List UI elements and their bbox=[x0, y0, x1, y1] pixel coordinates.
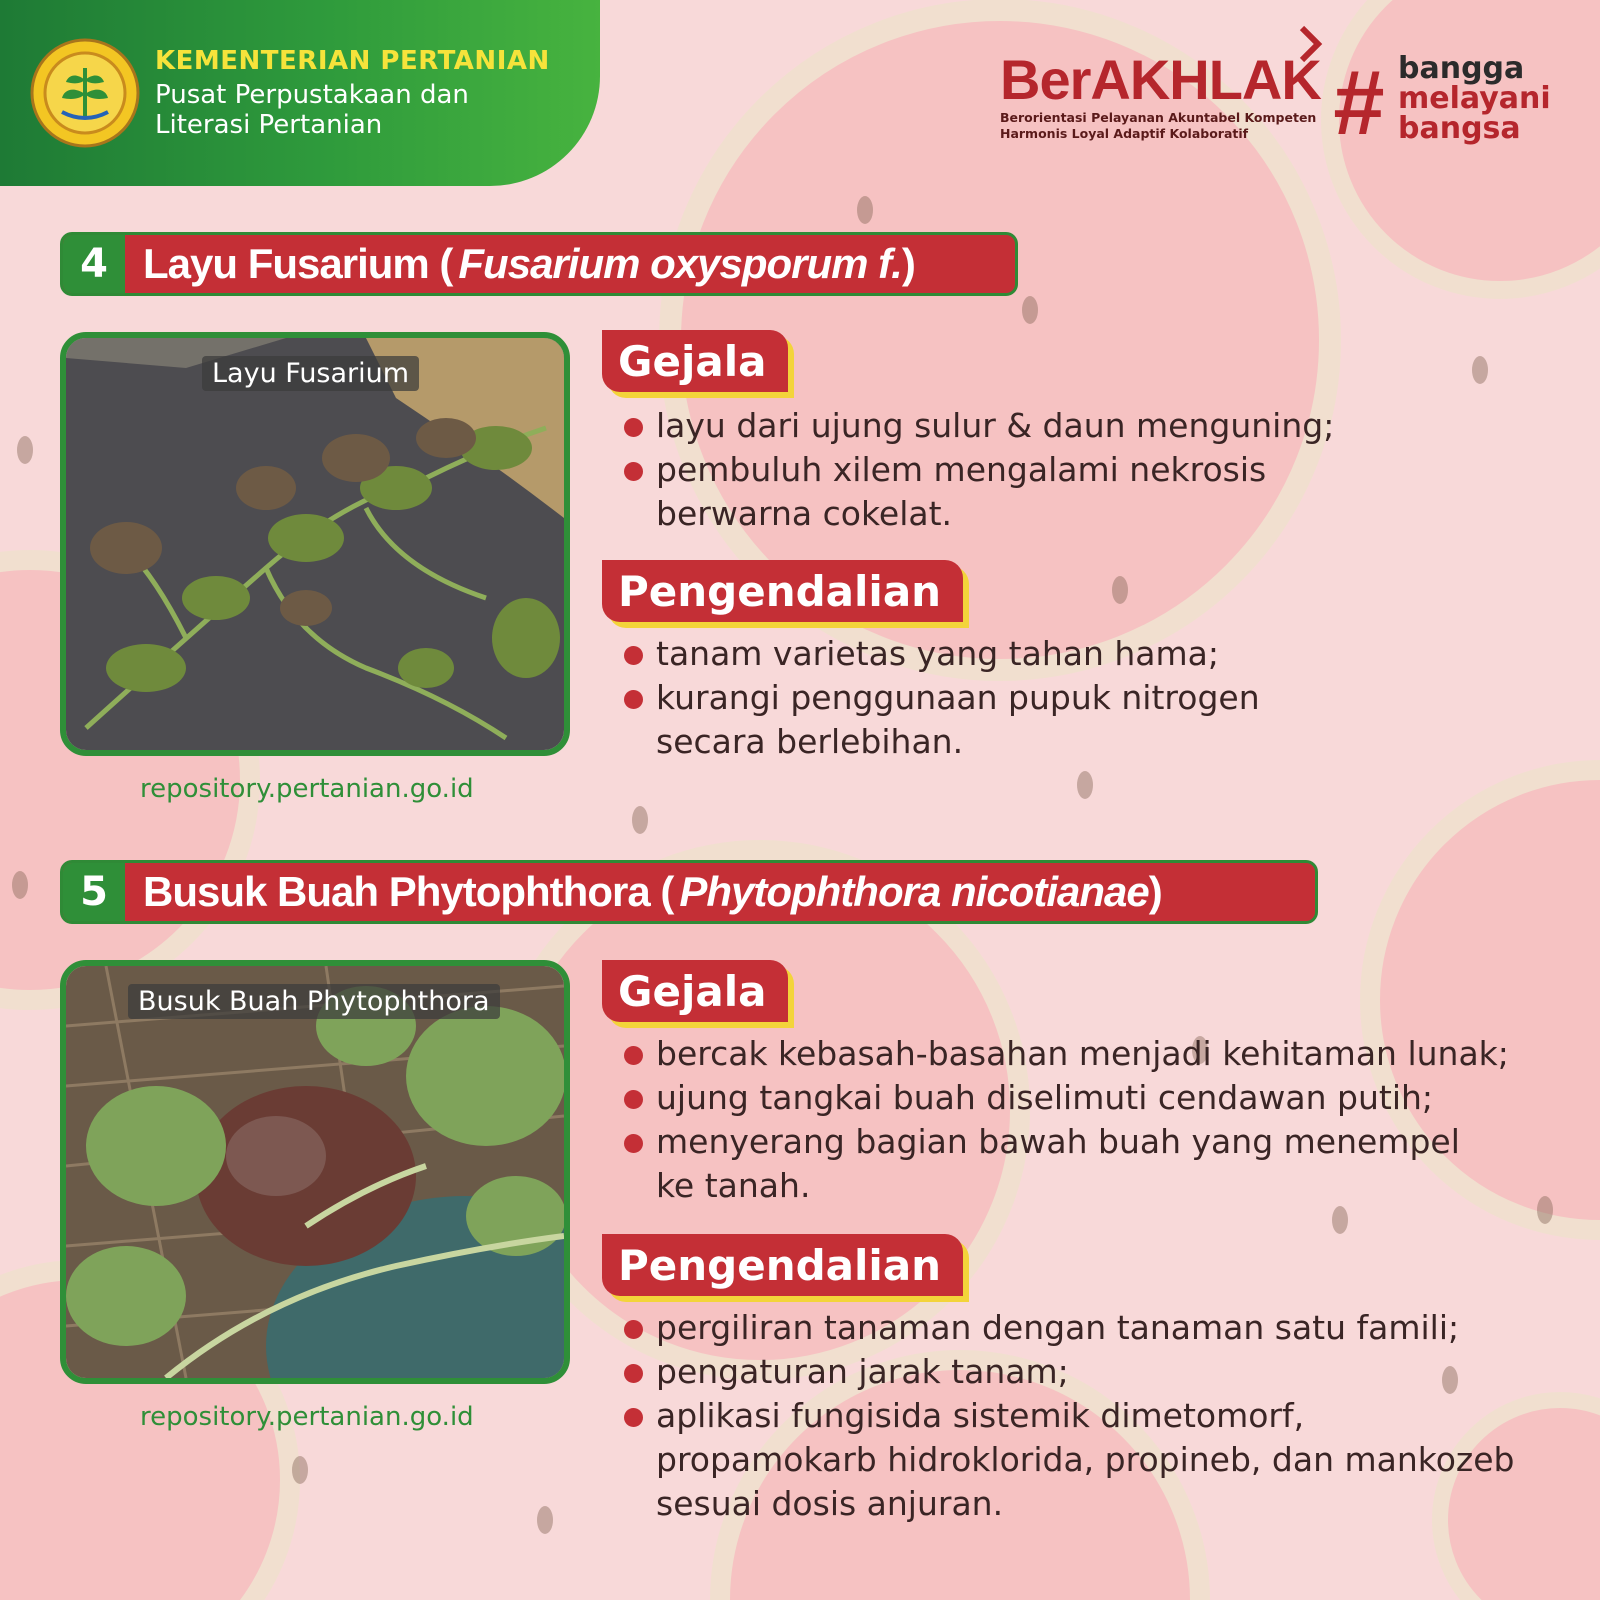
title-close: ) bbox=[901, 240, 915, 287]
list-item: pengaturan jarak tanam; bbox=[624, 1350, 1514, 1394]
berakhlak-logo bbox=[1000, 50, 1321, 142]
list-item: layu dari ujung sulur & daun menguning; bbox=[624, 404, 1334, 448]
symptoms-list bbox=[624, 404, 1334, 536]
control-heading: Pengendalian bbox=[602, 1234, 963, 1296]
disease-name: Layu Fusarium ( bbox=[143, 240, 453, 287]
unit-name bbox=[155, 80, 469, 140]
photo-fusarium bbox=[60, 332, 570, 756]
latin-name: Fusarium oxysporum f. bbox=[458, 240, 902, 287]
section-heading bbox=[143, 235, 915, 293]
tagline-word2: melayani bbox=[1398, 81, 1551, 116]
section-number: 4 bbox=[63, 235, 125, 293]
photo-credit: repository.pertanian.go.id bbox=[140, 1402, 474, 1432]
symptoms-list bbox=[624, 1032, 1509, 1208]
unit-name-line2: Literasi Pertanian bbox=[155, 110, 383, 140]
list-item: aplikasi fungisida sistemik dimetomorf, propamokarb hidroklorida, propineb, dan mankozeb sesuai dosis anjuran. bbox=[624, 1394, 1514, 1526]
control-list bbox=[624, 632, 1260, 764]
tagline-word1: bangga bbox=[1398, 51, 1525, 86]
tagline-word3: bangsa bbox=[1398, 111, 1521, 146]
berakhlak-subtitle-line1: Berorientasi Pelayanan Akuntabel Kompeten bbox=[1000, 110, 1317, 125]
disease-name: Busuk Buah Phytophthora ( bbox=[143, 868, 674, 915]
photo-credit: repository.pertanian.go.id bbox=[140, 774, 474, 804]
section-title-4 bbox=[60, 232, 1018, 296]
photo-label: Layu Fusarium bbox=[202, 356, 419, 391]
list-item: pergiliran tanaman dengan tanaman satu famili; bbox=[624, 1306, 1514, 1350]
symptoms-heading: Gejala bbox=[602, 960, 788, 1022]
header-banner bbox=[0, 0, 600, 186]
list-item: menyerang bagian bawah buah yang menempel ke tanah. bbox=[624, 1120, 1509, 1208]
list-item: tanam varietas yang tahan hama; bbox=[624, 632, 1260, 676]
chevron-right-icon bbox=[1296, 24, 1326, 64]
unit-name-line1: Pusat Perpustakaan dan bbox=[155, 80, 469, 110]
tagline-words bbox=[1398, 51, 1551, 146]
section-number: 5 bbox=[63, 863, 125, 921]
section-title-5 bbox=[60, 860, 1318, 924]
control-list bbox=[624, 1306, 1514, 1526]
list-item: bercak kebasah-basahan menjadi kehitaman lunak; bbox=[624, 1032, 1509, 1076]
title-close: ) bbox=[1148, 868, 1162, 915]
control-heading: Pengendalian bbox=[602, 560, 963, 622]
ministry-logo bbox=[30, 38, 140, 148]
list-item: pembuluh xilem mengalami nekrosis berwarna cokelat. bbox=[624, 448, 1334, 536]
berakhlak-title: BerAKHLAK bbox=[1000, 48, 1321, 111]
photo-phytophthora bbox=[60, 960, 570, 1384]
list-item: ujung tangkai buah diselimuti cendawan putih; bbox=[624, 1076, 1509, 1120]
photo-label: Busuk Buah Phytophthora bbox=[128, 984, 500, 1019]
symptoms-heading: Gejala bbox=[602, 330, 788, 392]
section-heading bbox=[143, 863, 1162, 921]
latin-name: Phytophthora nicotianae bbox=[679, 868, 1149, 915]
org-name: KEMENTERIAN PERTANIAN bbox=[155, 46, 550, 76]
list-item: kurangi penggunaan pupuk nitrogen secara berlebihan. bbox=[624, 676, 1260, 764]
hashtag-icon: # bbox=[1332, 52, 1384, 154]
berakhlak-subtitle-line2: Harmonis Loyal Adaptif Kolaboratif bbox=[1000, 126, 1249, 141]
